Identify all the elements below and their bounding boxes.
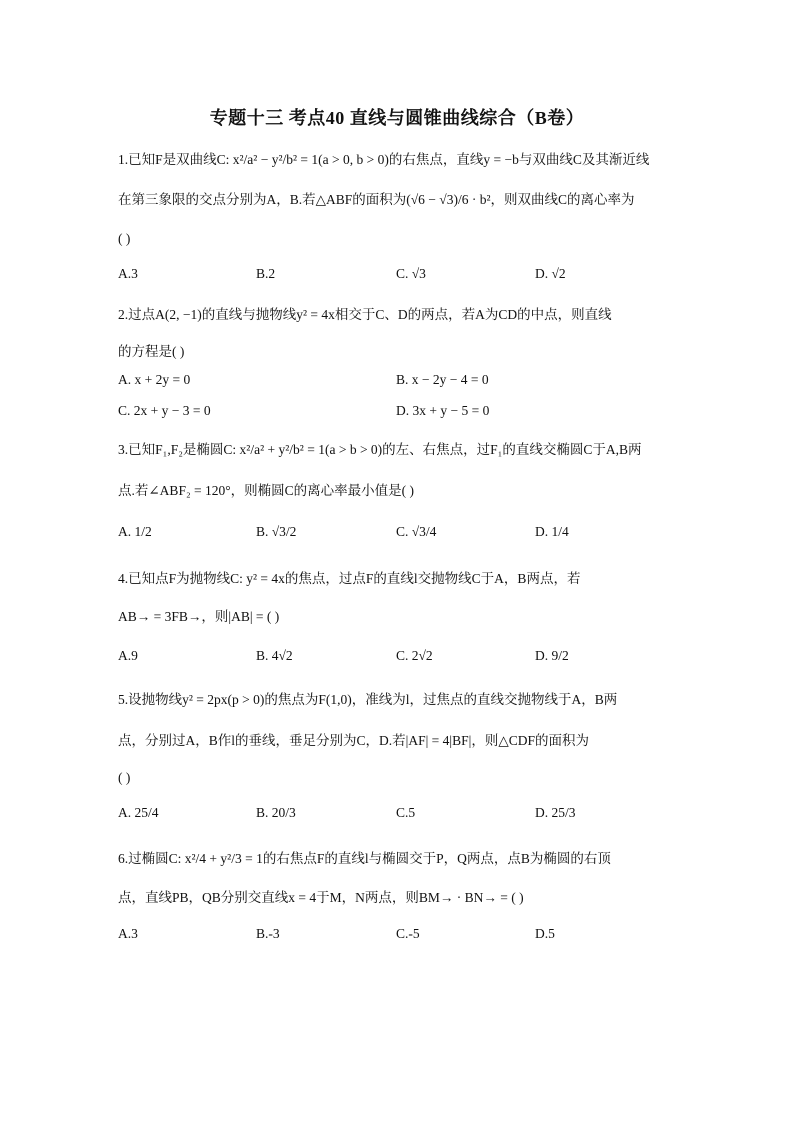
question-3-line-1: 3.已知F₁,F₂是椭圆C: x²/a² + y²/b² = 1(a > b > 0)的左、右焦点，过F₁的直线交椭圆C于A,B两 — [118, 442, 642, 457]
question-1-option-b: B.2 — [256, 266, 276, 281]
question-1-option-a: A.3 — [118, 266, 138, 281]
question-2-option-a: A. x + 2y = 0 — [118, 372, 191, 387]
question-6-line-2: 点，直线PB，QB分别交直线x = 4于M，N两点，则BM→ · BN→ = ( ) — [118, 890, 524, 905]
question-1-option-d: D. √2 — [535, 266, 566, 281]
question-4-option-d: D. 9/2 — [535, 648, 569, 663]
question-5-line-1: 5.设抛物线y² = 2px(p > 0)的焦点为F(1,0)，准线为l，过焦点的直线交抛物线于A，B两 — [118, 692, 618, 707]
question-4-option-a: A.9 — [118, 648, 138, 663]
question-5-option-c: C.5 — [396, 805, 416, 820]
question-3-option-b: B. √3/2 — [256, 524, 297, 539]
question-2-line-1: 2.过点A(2, −1)的直线与抛物线y² = 4x相交于C、D的两点，若A为CD的中点，则直线 — [118, 307, 612, 322]
question-3-line-2: 点.若∠ABF₂ = 120°，则椭圆C的离心率最小值是( ) — [118, 483, 415, 498]
question-4-line-1: 4.已知点F为抛物线C: y² = 4x的焦点，过点F的直线l交抛物线C于A，B两点，若 — [118, 571, 581, 586]
question-6-option-a: A.3 — [118, 926, 138, 941]
question-2-option-b: B. x − 2y − 4 = 0 — [396, 372, 489, 387]
question-4-option-c: C. 2√2 — [396, 648, 433, 663]
question-5-line-2: 点，分别过A，B作l的垂线，垂足分别为C，D.若|AF| = 4|BF|，则△CDF的面积为 — [118, 733, 589, 748]
question-4-line-2: AB→ = 3FB→，则|AB| = ( ) — [118, 609, 280, 624]
question-5-option-d: D. 25/3 — [535, 805, 576, 820]
question-2-option-c: C. 2x + y − 3 = 0 — [118, 403, 211, 418]
question-1-line-3: ( ) — [118, 231, 131, 246]
question-6-line-1: 6.过椭圆C: x²/4 + y²/3 = 1的右焦点F的直线l与椭圆交于P，Q两点，点B为椭圆的右顶 — [118, 851, 611, 866]
question-5-option-a: A. 25/4 — [118, 805, 159, 820]
question-2-line-2: 的方程是( ) — [118, 344, 185, 359]
question-4-option-b: B. 4√2 — [256, 648, 293, 663]
question-1-line-2: 在第三象限的交点分别为A，B.若△ABF的面积为(√6 − √3)/6 · b²，则双曲线C的离心率为 — [118, 192, 635, 207]
question-1-option-c: C. √3 — [396, 266, 426, 281]
question-6-option-b: B.-3 — [256, 926, 280, 941]
question-5-line-3: ( ) — [118, 770, 131, 785]
question-6-option-c: C.-5 — [396, 926, 420, 941]
question-3-option-a: A. 1/2 — [118, 524, 152, 539]
question-3-option-c: C. √3/4 — [396, 524, 437, 539]
page-title: 专题十三 考点40 直线与圆锥曲线综合（B卷） — [209, 108, 585, 128]
question-3-option-d: D. 1/4 — [535, 524, 569, 539]
question-6-option-d: D.5 — [535, 926, 555, 941]
question-5-option-b: B. 20/3 — [256, 805, 296, 820]
question-1-line-1: 1.已知F是双曲线C: x²/a² − y²/b² = 1(a > 0, b > 0)的右焦点，直线y = −b与双曲线C及其渐近线 — [118, 152, 650, 167]
question-2-option-d: D. 3x + y − 5 = 0 — [396, 403, 490, 418]
